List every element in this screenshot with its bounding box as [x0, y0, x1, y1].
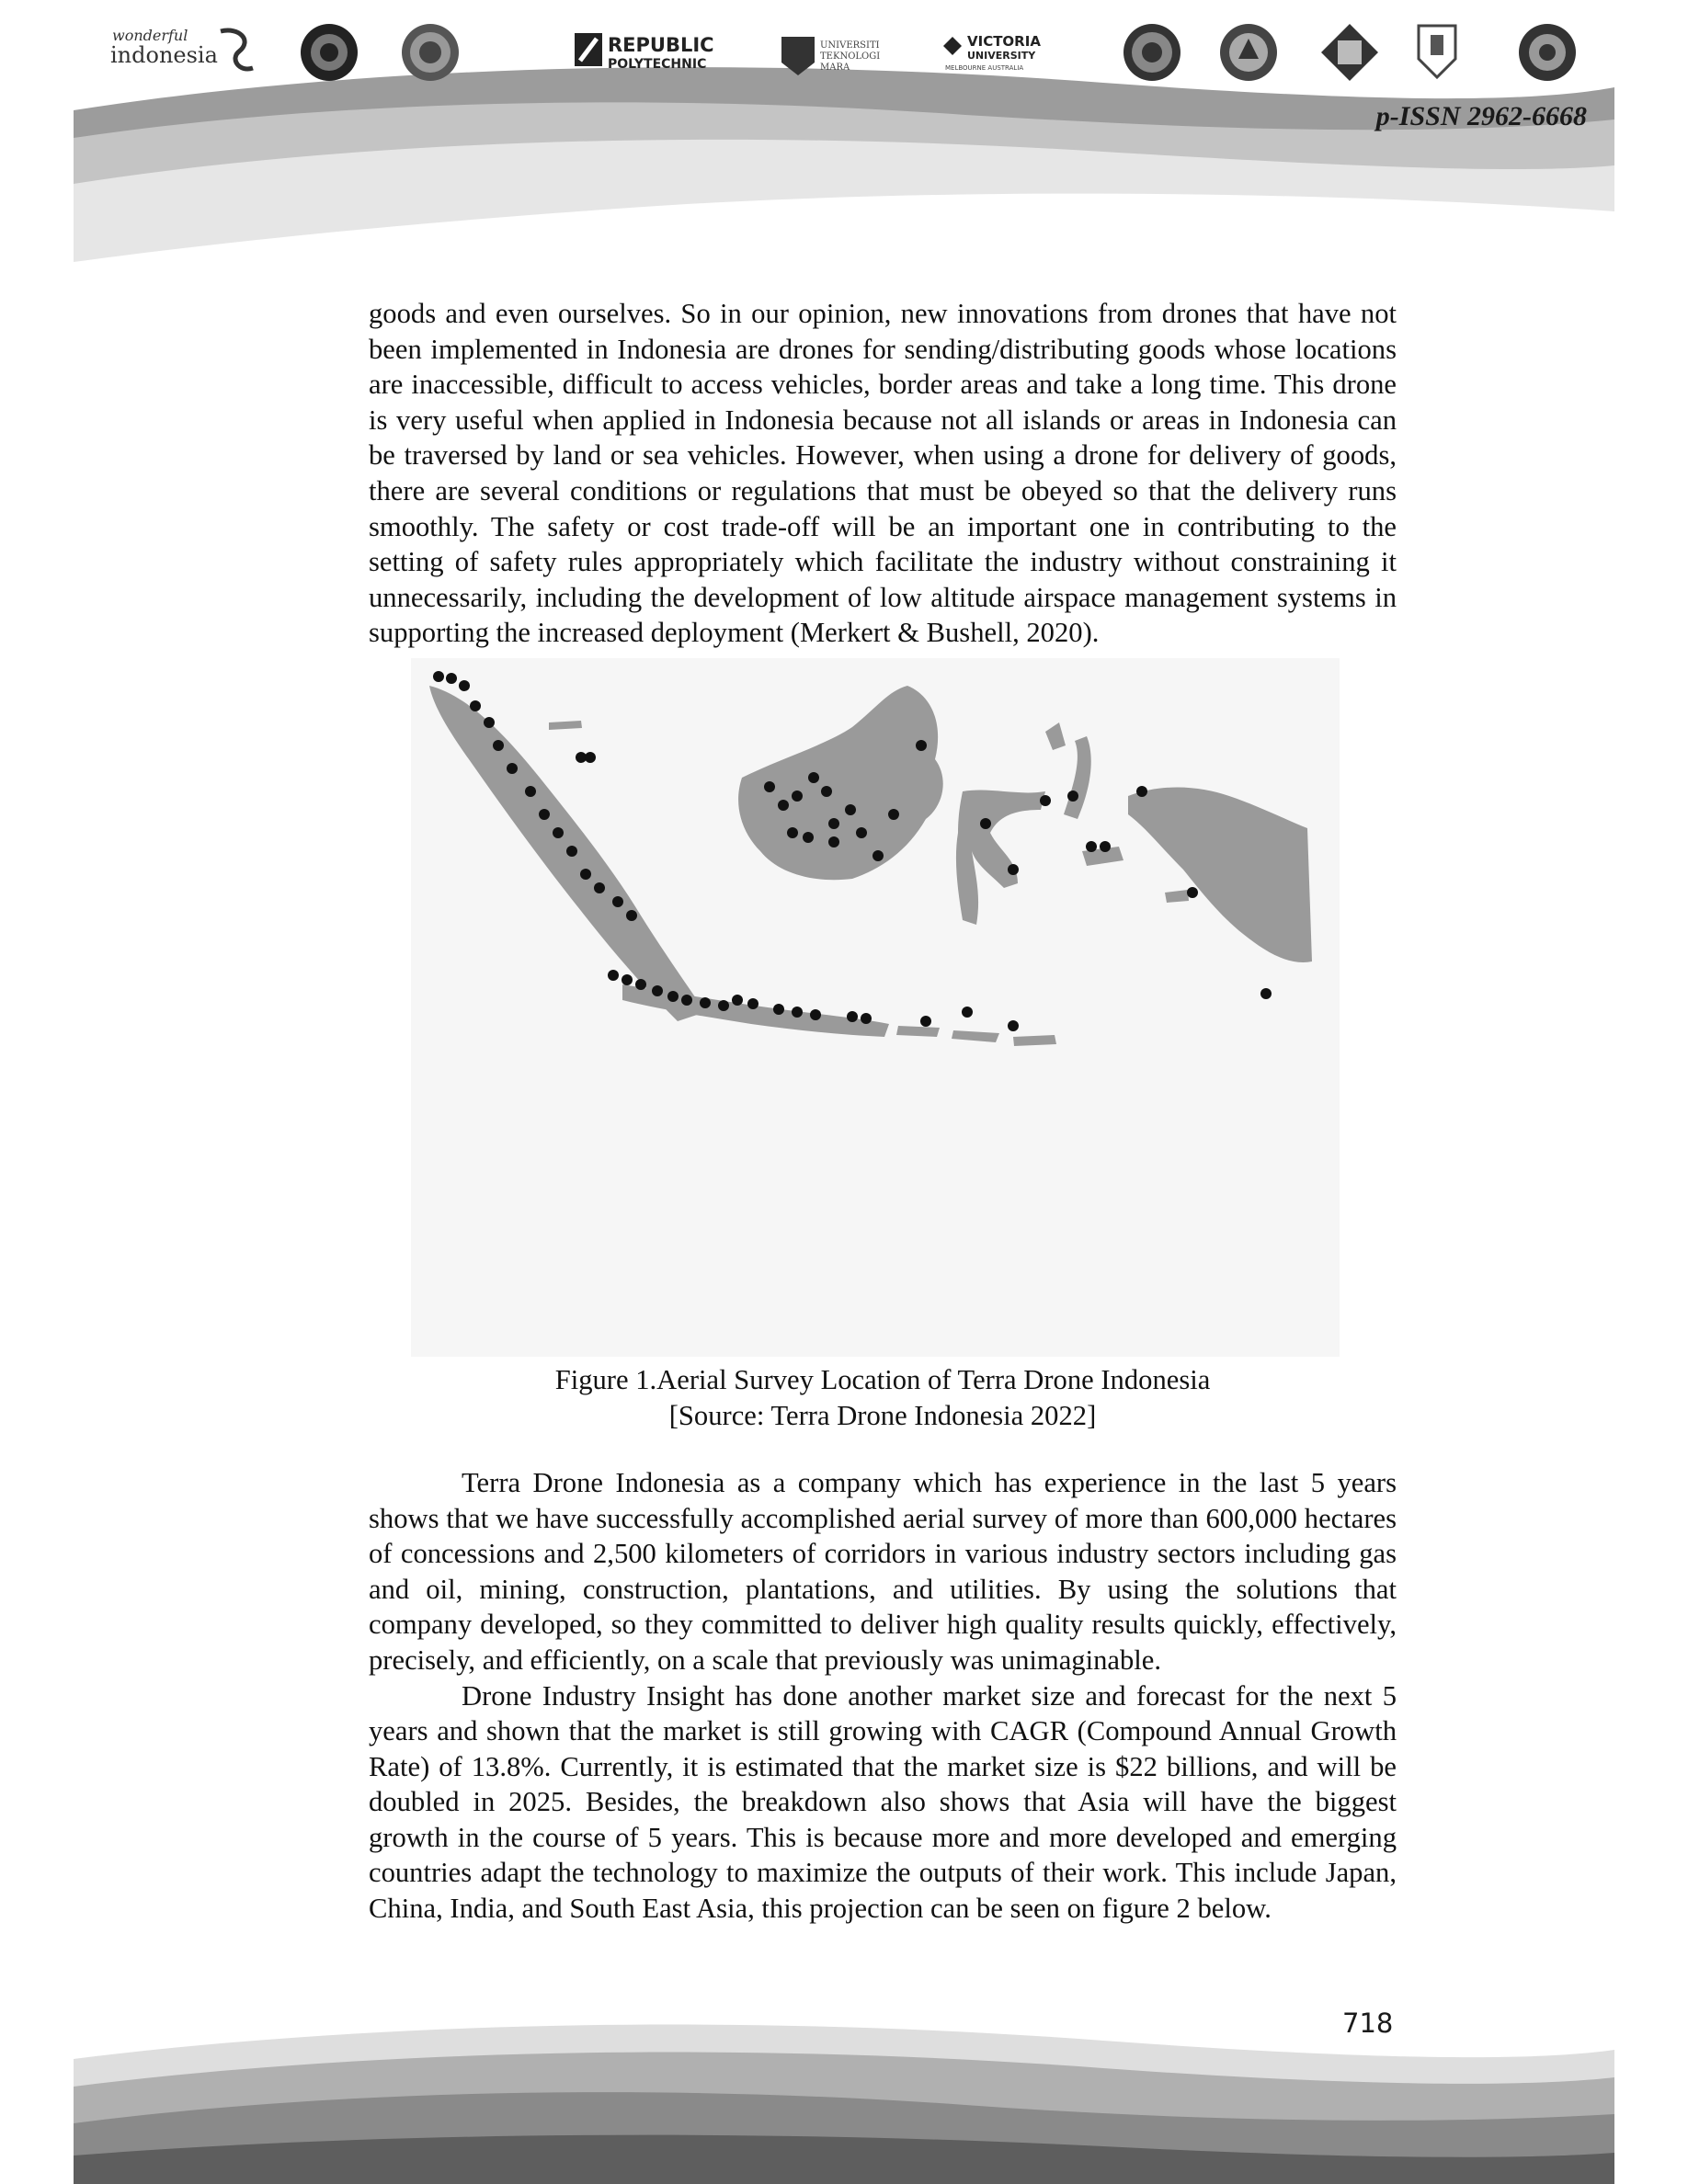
- seal-logo-2: [400, 22, 461, 83]
- republic-polytechnic-logo: [575, 29, 731, 75]
- seal-logo-1: [299, 22, 359, 83]
- figure-caption: Figure 1.Aerial Survey Location of Terra Drone Indonesia: [554, 1363, 1211, 1395]
- figure-source: [Source: Terra Drone Indonesia 2022]: [668, 1399, 1097, 1431]
- uitm-logo: [781, 28, 901, 79]
- page-header: [0, 0, 1688, 276]
- svg-text:VICTORIA: VICTORIA: [967, 33, 1041, 50]
- svg-text:UNIVERSITY: UNIVERSITY: [967, 50, 1036, 62]
- page-footer: [0, 1985, 1688, 2184]
- svg-text:POLYTECHNIC: POLYTECHNIC: [608, 57, 707, 72]
- paragraph-market-forecast: Drone Industry Insight has done another market size and forecast for the next 5 years and shown that the market is still growing with CAGR (Compound Annual Growth Rate) of 13.8%. Currently, it is estimated that the market size is $22 billions, and will be doubled in 2025. Besides, the breakdown also shows that Asia will have the biggest growth in the course of 5 years. This is because more and more developed and emerging countries adapt the technology to maximize the outputs of their work. This include Japan, China, India, and South East Asia, this projection can be seen on figure 2 below.: [369, 1679, 1397, 1925]
- footer-wave-decoration: [0, 1985, 1688, 2184]
- victoria-university-logo: [938, 29, 1066, 75]
- issn-label: p-ISSN 2962-6668: [1375, 101, 1587, 131]
- figure-1: [369, 658, 1397, 1439]
- crest-logo: [1414, 22, 1460, 83]
- paragraph-terra-drone: Terra Drone Indonesia as a company which has experience in the last 5 years shows that we have successfully accomplished aerial survey of more than 600,000 hectares of concessions and 2,500 kilometers of corridors in various industry sectors including gas and oil, mining, construction, plantations, and utilities. By using the solutions that company developed, so they committed to deliver high quality results quickly, effectively, precisely, and efficiently, on a scale that previously was unimaginable.: [369, 1466, 1397, 1676]
- seal-logo-4: [1218, 22, 1279, 83]
- partner-logos: [101, 22, 1618, 96]
- paragraph-drone-innovation: goods and even ourselves. So in our opinion, new innovations from drones that have not been implemented in Indonesia are drones for sending/distributing goods whose locations are inaccessible, difficult to access vehicles, border areas and take a long time. This drone is very useful when applied in Indonesia because not all islands or areas in Indonesia can be traversed by land or sea vehicles. However, when using a drone for delivery of goods, there are several conditions or regulations that must be obeyed so that the delivery runs smoothly. The safety or cost trade-off will be an important one in contributing to the setting of safety rules appropriately which facilitate the industry without constraining it unnecessarily, including the development of low altitude airspace management systems in supporting the increased deployment (Merkert & Bushell, 2020).: [369, 298, 1397, 649]
- svg-text:TEKNOLOGI: TEKNOLOGI: [820, 51, 881, 62]
- page-number: 718: [1342, 2008, 1394, 2039]
- diamond-emblem-logo: [1319, 22, 1380, 83]
- svg-text:MARA: MARA: [820, 63, 850, 73]
- wonderful-indonesia-logo: [101, 22, 257, 86]
- svg-text:wonderful: wonderful: [112, 27, 188, 44]
- seal-logo-5: [1517, 22, 1578, 83]
- svg-text:REPUBLIC: REPUBLIC: [608, 34, 714, 56]
- indonesia-survey-map: [411, 658, 1340, 1357]
- seal-logo-3: [1122, 22, 1182, 83]
- svg-text:indonesia: indonesia: [110, 42, 218, 68]
- article-body: [369, 296, 1397, 1927]
- svg-text:MELBOURNE AUSTRALIA: MELBOURNE AUSTRALIA: [945, 64, 1024, 72]
- svg-text:UNIVERSITI: UNIVERSITI: [820, 40, 880, 51]
